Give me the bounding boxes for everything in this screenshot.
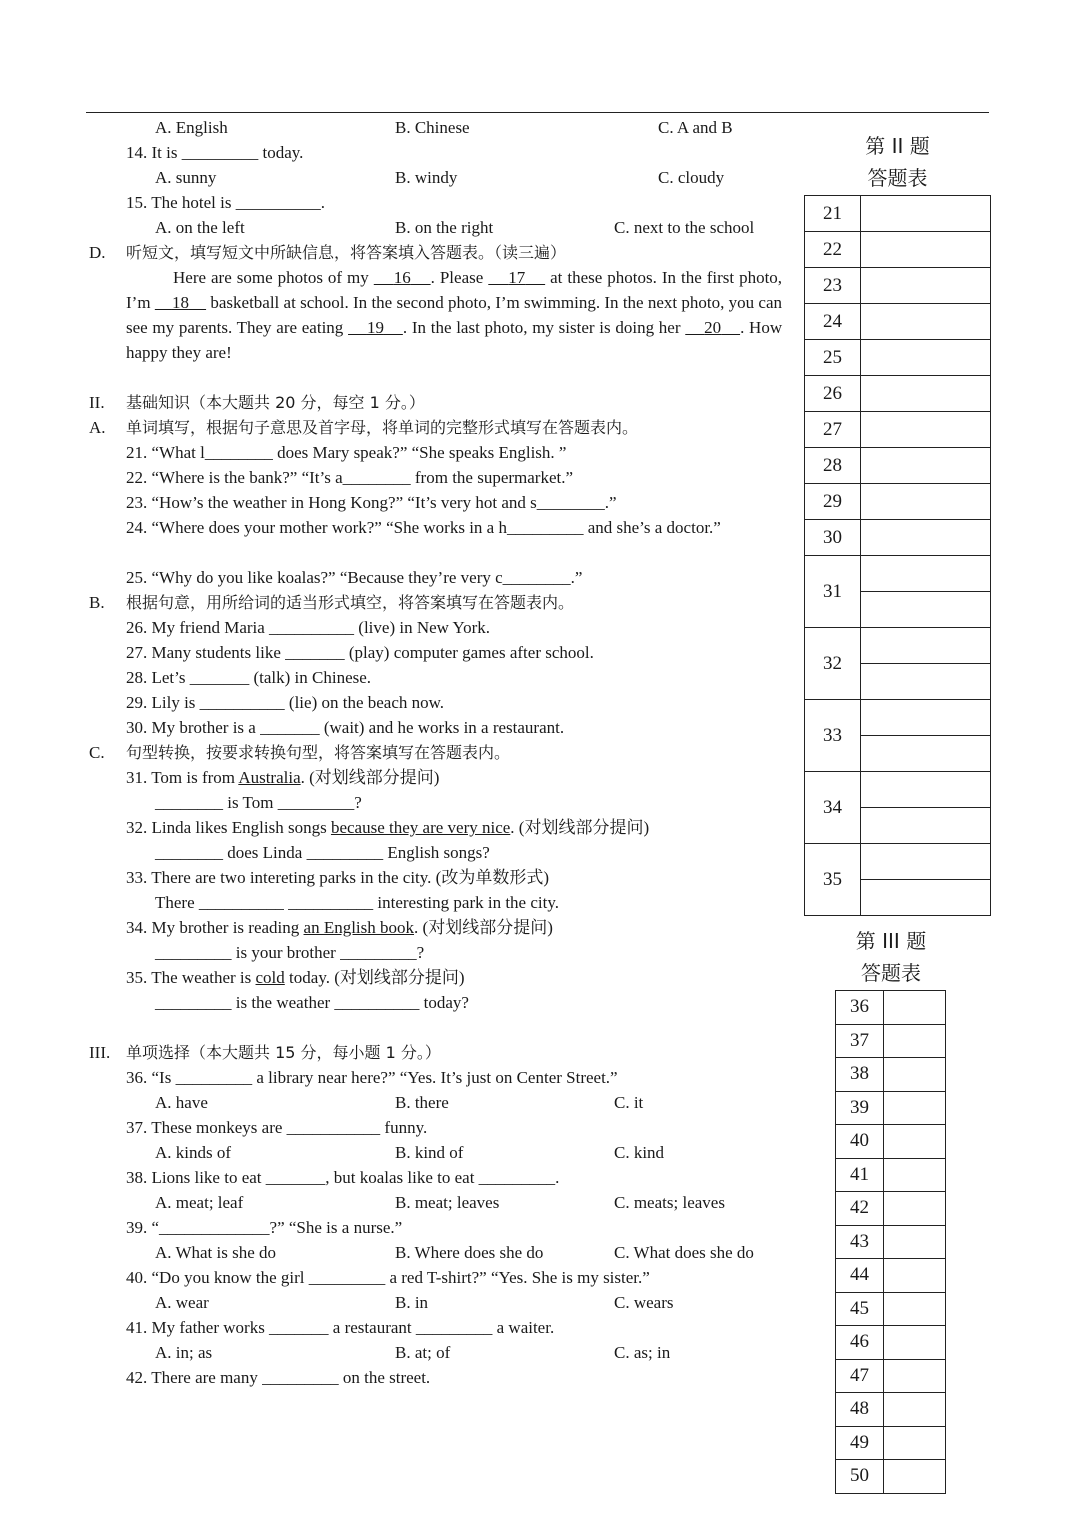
answer-row (836, 1292, 946, 1326)
answer-row (836, 1225, 946, 1259)
answer-row (805, 772, 991, 808)
q39-option-a: A. What is she do (155, 1243, 277, 1262)
q31: 31. Tom is from Australia. (对划线部分提问) (126, 768, 440, 787)
answer-number: 25 (805, 340, 861, 376)
q22: 22. “Where is the bank?” “It’s a________ from the supermarket.” (126, 468, 574, 487)
q41-option-a: A. in; as (155, 1343, 213, 1362)
passage-text: Here are some photos of my (173, 268, 369, 287)
answer-cell[interactable] (861, 556, 991, 592)
passage-text: . In the last photo, my sister is doing her (402, 318, 681, 337)
answer-row (805, 412, 991, 448)
answer-cell[interactable] (884, 1326, 946, 1360)
part-ii-title: 基础知识（本大题共 20 分，每空 1 分。） (126, 393, 425, 412)
answer-row (836, 1024, 946, 1058)
q32-answer-line: ________ does Linda _________ English songs? (155, 843, 490, 862)
blank-19: 19 (366, 318, 384, 337)
answer-cell[interactable] (861, 808, 991, 844)
answer-number: 32 (805, 628, 861, 700)
answer-cell[interactable] (861, 772, 991, 808)
blank-16: 16 (393, 268, 411, 287)
answer-sheet-ii-table (804, 195, 991, 916)
answer-sheet-iii-title: 第 III 题 答题表 (855, 929, 927, 985)
q40-option-c: C. wears (614, 1293, 674, 1312)
q27: 27. Many students like _______ (play) computer games after school. (126, 643, 594, 662)
q38-option-b: B. meat; leaves (395, 1193, 500, 1212)
q38-option-a: A. meat; leaf (155, 1193, 244, 1212)
q24: 24. “Where does your mother work?” “She works in a h_________ and she’s a doctor.” (126, 518, 721, 537)
answer-cell[interactable] (884, 1125, 946, 1159)
answer-number: 46 (836, 1326, 884, 1360)
q36-option-c: C. it (614, 1093, 644, 1112)
answer-number: 27 (805, 412, 861, 448)
q32: 32. Linda likes English songs because they are very nice. (对划线部分提问) (126, 818, 650, 837)
answer-row (836, 1091, 946, 1125)
answer-row (805, 556, 991, 592)
answer-row (805, 484, 991, 520)
q39-option-b: B. Where does she do (395, 1243, 544, 1262)
answer-cell[interactable] (884, 1024, 946, 1058)
answer-number: 43 (836, 1225, 884, 1259)
section-d-label: D. (89, 243, 106, 262)
q23: 23. “How’s the weather in Hong Kong?” “It’s very hot and s________.” (126, 493, 617, 512)
answer-cell[interactable] (861, 484, 991, 520)
answer-number: 22 (805, 232, 861, 268)
blank-17: 17 (508, 268, 526, 287)
answer-cell[interactable] (861, 232, 991, 268)
top-rule (86, 112, 989, 113)
q13-option-c: C. A and B (658, 118, 733, 137)
answer-number: 33 (805, 700, 861, 772)
q14-option-b: B. windy (395, 168, 458, 187)
answer-cell[interactable] (861, 376, 991, 412)
q34: 34. My brother is reading an English book. (对划线部分提问) (126, 918, 553, 937)
part-iii-label: III. (89, 1043, 111, 1062)
answer-cell[interactable] (861, 340, 991, 376)
q37-option-c: C. kind (614, 1143, 665, 1162)
answer-row (836, 1125, 946, 1159)
q42: 42. There are many _________ on the street. (126, 1368, 431, 1387)
q15-option-c: C. next to the school (614, 218, 755, 237)
q37-option-a: A. kinds of (155, 1143, 232, 1162)
answer-number: 23 (805, 268, 861, 304)
answer-number: 39 (836, 1091, 884, 1125)
q15-option-a: A. on the left (155, 218, 245, 237)
answer-cell[interactable] (861, 304, 991, 340)
passage-text: at these photos. In the first photo, I’m (126, 268, 783, 312)
answer-row (836, 1393, 946, 1427)
answer-number: 29 (805, 484, 861, 520)
answer-row (805, 844, 991, 880)
q31-answer-line: ________ is Tom _________? (155, 793, 362, 812)
answer-cell[interactable] (861, 448, 991, 484)
q14-option-a: A. sunny (155, 168, 217, 187)
q39-option-c: C. What does she do (614, 1243, 754, 1262)
answer-number: 37 (836, 1024, 884, 1058)
part-ii-c-instruction: 句型转换，按要求转换句型，将答案填写在答题表内。 (126, 743, 511, 762)
section-d-instruction: 听短文，填写短文中所缺信息，将答案填入答题表。（读三遍） (126, 243, 567, 262)
q25: 25. “Why do you like koalas?” “Because they’re very c________.” (126, 568, 583, 587)
answer-cell[interactable] (884, 1426, 946, 1460)
answer-cell[interactable] (884, 1158, 946, 1192)
q21: 21. “What l________ does Mary speak?” “She speaks English. ” (126, 443, 567, 462)
part-ii-a-instruction: 单词填写，根据句子意思及首字母，将单词的完整形式填写在答题表内。 (126, 418, 639, 437)
q15-option-b: B. on the right (395, 218, 494, 237)
answer-row (836, 1326, 946, 1360)
q37: 37. These monkeys are ___________ funny. (126, 1118, 428, 1137)
q36-option-a: A. have (155, 1093, 208, 1112)
answer-cell[interactable] (884, 1393, 946, 1427)
answer-cell[interactable] (884, 1225, 946, 1259)
answer-row (836, 991, 946, 1025)
part-ii-label: II. (89, 393, 105, 412)
answer-cell[interactable] (861, 196, 991, 232)
q14-stem: 14. It is _________ today. (126, 143, 304, 162)
answer-number: 28 (805, 448, 861, 484)
q33: 33. There are two intereting parks in the city. (改为单数形式) (126, 868, 549, 887)
answer-number: 41 (836, 1158, 884, 1192)
passage-text: basketball at school. In the second photo, I’m swimming. In the next photo, you can see my parents. They are eating (126, 293, 783, 337)
part-ii-b-label: B. (89, 593, 105, 612)
q13-option-a: A. English (155, 118, 228, 137)
answer-cell[interactable] (861, 628, 991, 664)
answer-number: 49 (836, 1426, 884, 1460)
answer-sheet-ii-title: 第 II 题 答题表 (865, 134, 930, 190)
q40-option-b: B. in (395, 1293, 429, 1312)
answer-row (805, 196, 991, 232)
q40-option-a: A. wear (155, 1293, 209, 1312)
answer-row (836, 1058, 946, 1092)
q14-option-c: C. cloudy (658, 168, 725, 187)
passage-text: . How happy they are! (126, 318, 783, 362)
answer-cell[interactable] (884, 1292, 946, 1326)
answer-number: 35 (805, 844, 861, 916)
answer-number: 36 (836, 991, 884, 1025)
answer-row (805, 520, 991, 556)
blank-18: 18 (171, 293, 189, 312)
q35-answer-line: _________ is the weather __________ today? (155, 993, 469, 1012)
answer-cell[interactable] (861, 268, 991, 304)
answer-row (836, 1460, 946, 1494)
answer-cell[interactable] (884, 1091, 946, 1125)
answer-number: 21 (805, 196, 861, 232)
section-d-passage (126, 265, 782, 365)
answer-cell[interactable] (861, 664, 991, 700)
q36-option-b: B. there (395, 1093, 449, 1112)
answer-number: 42 (836, 1192, 884, 1226)
blank-20: 20 (704, 318, 722, 337)
q35: 35. The weather is cold today. (对划线部分提问) (126, 968, 465, 987)
q34-answer-line: _________ is your brother _________? (155, 943, 425, 962)
answer-cell[interactable] (861, 736, 991, 772)
answer-row (805, 304, 991, 340)
answer-number: 45 (836, 1292, 884, 1326)
part-ii-b-instruction: 根据句意，用所给词的适当形式填空，将答案填写在答题表内。 (126, 593, 575, 612)
answer-cell[interactable] (861, 880, 991, 916)
answer-cell[interactable] (861, 592, 991, 628)
answer-sheet-iii-table (835, 990, 946, 1494)
answer-row (805, 628, 991, 664)
answer-row (805, 268, 991, 304)
answer-row (836, 1158, 946, 1192)
q39: 39. “_____________?” “She is a nurse.” (126, 1218, 403, 1237)
answer-cell[interactable] (861, 520, 991, 556)
q38-option-c: C. meats; leaves (614, 1193, 725, 1212)
answer-row (836, 1259, 946, 1293)
answer-row (805, 340, 991, 376)
answer-number: 31 (805, 556, 861, 628)
answer-cell[interactable] (884, 1058, 946, 1092)
answer-row (836, 1359, 946, 1393)
q15-stem: 15. The hotel is __________. (126, 193, 325, 212)
answer-number: 34 (805, 772, 861, 844)
q38: 38. Lions like to eat _______, but koalas like to eat _________. (126, 1168, 560, 1187)
answer-row (805, 376, 991, 412)
part-ii-c-label: C. (89, 743, 105, 762)
answer-number: 44 (836, 1259, 884, 1293)
answer-cell[interactable] (884, 1259, 946, 1293)
answer-row (836, 1426, 946, 1460)
answer-number: 26 (805, 376, 861, 412)
answer-cell[interactable] (884, 1192, 946, 1226)
answer-row (805, 700, 991, 736)
answer-cell[interactable] (884, 1460, 946, 1494)
answer-cell[interactable] (884, 991, 946, 1025)
q26: 26. My friend Maria __________ (live) in New York. (126, 618, 491, 637)
answer-number: 38 (836, 1058, 884, 1092)
answer-cell[interactable] (861, 844, 991, 880)
answer-cell[interactable] (861, 700, 991, 736)
passage-text: . Please (430, 268, 484, 287)
q37-option-b: B. kind of (395, 1143, 464, 1162)
q28: 28. Let’s _______ (talk) in Chinese. (126, 668, 372, 687)
q40: 40. “Do you know the girl _________ a red T-shirt?” “Yes. She is my sister.” (126, 1268, 650, 1287)
part-iii-title: 单项选择（本大题共 15 分，每小题 1 分。） (126, 1043, 441, 1062)
q33-answer-line: There __________ __________ interesting park in the city. (155, 893, 559, 912)
answer-number: 30 (805, 520, 861, 556)
answer-number: 47 (836, 1359, 884, 1393)
q29: 29. Lily is __________ (lie) on the beach now. (126, 693, 445, 712)
q41-option-b: B. at; of (395, 1343, 451, 1362)
answer-number: 24 (805, 304, 861, 340)
part-ii-a-label: A. (89, 418, 106, 437)
q41-option-c: C. as; in (614, 1343, 671, 1362)
q13-option-b: B. Chinese (395, 118, 470, 137)
q41: 41. My father works _______ a restaurant _________ a waiter. (126, 1318, 555, 1337)
answer-cell[interactable] (861, 412, 991, 448)
answer-row (805, 232, 991, 268)
q30: 30. My brother is a _______ (wait) and he works in a restaurant. (126, 718, 565, 737)
answer-number: 50 (836, 1460, 884, 1494)
q36: 36. “Is _________ a library near here?” “Yes. It’s just on Center Street.” (126, 1068, 618, 1087)
answer-row (836, 1192, 946, 1226)
answer-row (805, 448, 991, 484)
answer-cell[interactable] (884, 1359, 946, 1393)
answer-number: 48 (836, 1393, 884, 1427)
answer-number: 40 (836, 1125, 884, 1159)
